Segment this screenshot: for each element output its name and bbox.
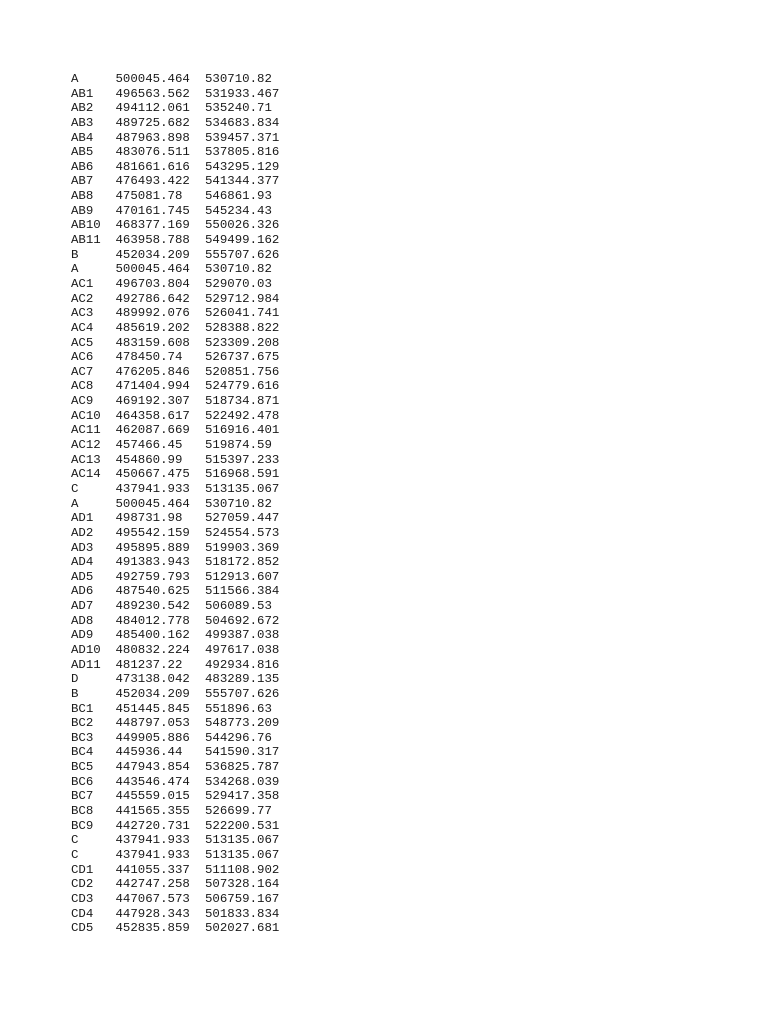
y-coordinate: 524779.616 (205, 379, 280, 394)
point-label: AB3 (71, 115, 94, 130)
y-coordinate: 529417.358 (205, 789, 280, 804)
point-label: CD1 (71, 862, 94, 877)
point-label: AB6 (71, 159, 94, 174)
y-coordinate: 520851.756 (205, 364, 280, 379)
table-row (71, 863, 295, 878)
table-row (71, 702, 295, 717)
y-coordinate: 518734.871 (205, 394, 280, 409)
table-row (71, 306, 295, 321)
table-row (71, 394, 295, 409)
y-coordinate: 536825.787 (205, 760, 280, 775)
y-coordinate: 550026.326 (205, 218, 280, 233)
x-coordinate: 443546.474 (115, 774, 190, 789)
point-label: B (71, 247, 79, 262)
table-row (71, 189, 295, 204)
y-coordinate: 537805.816 (205, 145, 280, 160)
point-label: BC5 (71, 760, 94, 775)
y-coordinate: 524554.573 (205, 525, 280, 540)
x-coordinate: 442747.258 (115, 877, 190, 892)
point-label: AC3 (71, 306, 94, 321)
table-row (71, 218, 295, 233)
table-row (71, 672, 295, 687)
table-row (71, 819, 295, 834)
table-row (71, 789, 295, 804)
y-coordinate: 499387.038 (205, 628, 280, 643)
table-row (71, 204, 295, 219)
x-coordinate: 473138.042 (115, 672, 190, 687)
point-label: BC9 (71, 818, 94, 833)
y-coordinate: 519874.59 (205, 438, 272, 453)
table-row (71, 233, 295, 248)
point-label: BC7 (71, 789, 94, 804)
x-coordinate: 468377.169 (115, 218, 190, 233)
point-label: AC5 (71, 335, 94, 350)
point-label: AB2 (71, 101, 94, 116)
point-label: AC12 (71, 438, 101, 453)
y-coordinate: 543295.129 (205, 159, 280, 174)
coordinate-table (71, 72, 295, 936)
x-coordinate: 462087.669 (115, 423, 190, 438)
point-label: AD5 (71, 569, 94, 584)
point-label: BC2 (71, 716, 94, 731)
table-row (71, 453, 295, 468)
table-row (71, 160, 295, 175)
table-row (71, 277, 295, 292)
table-row (71, 248, 295, 263)
y-coordinate: 534683.834 (205, 115, 280, 130)
x-coordinate: 441055.337 (115, 862, 190, 877)
x-coordinate: 489725.682 (115, 115, 190, 130)
x-coordinate: 452034.209 (115, 686, 190, 701)
point-label: AB10 (71, 218, 101, 233)
table-row (71, 614, 295, 629)
y-coordinate: 513135.067 (205, 847, 280, 862)
table-row (71, 745, 295, 760)
y-coordinate: 497617.038 (205, 642, 280, 657)
point-label: AC7 (71, 364, 94, 379)
y-coordinate: 504692.672 (205, 613, 280, 628)
table-row (71, 379, 295, 394)
point-label: D (71, 672, 79, 687)
x-coordinate: 492786.642 (115, 291, 190, 306)
y-coordinate: 527059.447 (205, 511, 280, 526)
point-label: CD5 (71, 921, 94, 936)
table-row (71, 833, 295, 848)
point-label: BC3 (71, 730, 94, 745)
table-row (71, 687, 295, 702)
table-row (71, 497, 295, 512)
table-row (71, 907, 295, 922)
x-coordinate: 481661.616 (115, 159, 190, 174)
x-coordinate: 437941.933 (115, 833, 190, 848)
x-coordinate: 448797.053 (115, 716, 190, 731)
point-label: AB4 (71, 130, 94, 145)
table-row (71, 628, 295, 643)
point-label: AD1 (71, 511, 94, 526)
y-coordinate: 530710.82 (205, 496, 272, 511)
x-coordinate: 489992.076 (115, 306, 190, 321)
y-coordinate: 511108.902 (205, 862, 280, 877)
point-label: CD3 (71, 891, 94, 906)
y-coordinate: 548773.209 (205, 716, 280, 731)
y-coordinate: 551896.63 (205, 701, 272, 716)
x-coordinate: 483076.511 (115, 145, 190, 160)
y-coordinate: 513135.067 (205, 481, 280, 496)
point-label: AD10 (71, 642, 101, 657)
table-row (71, 145, 295, 160)
x-coordinate: 478450.74 (115, 350, 183, 365)
point-label: AD11 (71, 657, 101, 672)
x-coordinate: 500045.464 (115, 262, 190, 277)
x-coordinate: 498731.98 (115, 511, 183, 526)
x-coordinate: 496703.804 (115, 276, 190, 291)
point-label: AC9 (71, 394, 94, 409)
point-label: A (71, 496, 79, 511)
x-coordinate: 492759.793 (115, 569, 190, 584)
point-label: AC10 (71, 408, 101, 423)
y-coordinate: 506089.53 (205, 599, 272, 614)
y-coordinate: 526737.675 (205, 350, 280, 365)
x-coordinate: 445559.015 (115, 789, 190, 804)
x-coordinate: 449905.886 (115, 730, 190, 745)
table-row (71, 731, 295, 746)
y-coordinate: 526041.741 (205, 306, 280, 321)
table-row (71, 848, 295, 863)
point-label: AC4 (71, 320, 94, 335)
x-coordinate: 476205.846 (115, 364, 190, 379)
point-label: AD4 (71, 555, 94, 570)
y-coordinate: 492934.816 (205, 657, 280, 672)
x-coordinate: 470161.745 (115, 203, 190, 218)
y-coordinate: 555707.626 (205, 247, 280, 262)
x-coordinate: 447928.343 (115, 906, 190, 921)
y-coordinate: 529070.03 (205, 276, 272, 291)
table-row (71, 775, 295, 790)
point-label: BC1 (71, 701, 94, 716)
y-coordinate: 516916.401 (205, 423, 280, 438)
y-coordinate: 546861.93 (205, 189, 272, 204)
point-label: A (71, 262, 79, 277)
x-coordinate: 491383.943 (115, 555, 190, 570)
point-label: C (71, 833, 79, 848)
y-coordinate: 555707.626 (205, 686, 280, 701)
point-label: C (71, 847, 79, 862)
y-coordinate: 545234.43 (205, 203, 272, 218)
x-coordinate: 471404.994 (115, 379, 190, 394)
y-coordinate: 539457.371 (205, 130, 280, 145)
point-label: CD4 (71, 906, 94, 921)
point-label: AB8 (71, 189, 94, 204)
table-row (71, 350, 295, 365)
table-row (71, 174, 295, 189)
point-label: AD3 (71, 540, 94, 555)
y-coordinate: 534268.039 (205, 774, 280, 789)
table-row (71, 599, 295, 614)
x-coordinate: 475081.78 (115, 189, 183, 204)
table-row (71, 482, 295, 497)
table-row (71, 423, 295, 438)
table-row (71, 892, 295, 907)
point-label: AC14 (71, 467, 101, 482)
point-label: BC6 (71, 774, 94, 789)
y-coordinate: 506759.167 (205, 891, 280, 906)
x-coordinate: 485619.202 (115, 320, 190, 335)
table-row (71, 101, 295, 116)
y-coordinate: 531933.467 (205, 86, 280, 101)
table-row (71, 804, 295, 819)
x-coordinate: 447943.854 (115, 760, 190, 775)
y-coordinate: 519903.369 (205, 540, 280, 555)
table-row (71, 116, 295, 131)
point-label: B (71, 686, 79, 701)
x-coordinate: 451445.845 (115, 701, 190, 716)
y-coordinate: 529712.984 (205, 291, 280, 306)
y-coordinate: 526699.77 (205, 804, 272, 819)
x-coordinate: 469192.307 (115, 394, 190, 409)
table-row (71, 131, 295, 146)
point-label: A (71, 72, 79, 86)
x-coordinate: 454860.99 (115, 452, 183, 467)
y-coordinate: 549499.162 (205, 233, 280, 248)
table-row (71, 511, 295, 526)
table-row (71, 72, 295, 87)
x-coordinate: 494112.061 (115, 101, 190, 116)
point-label: AC6 (71, 350, 94, 365)
table-row (71, 570, 295, 585)
x-coordinate: 496563.562 (115, 86, 190, 101)
y-coordinate: 513135.067 (205, 833, 280, 848)
table-row (71, 321, 295, 336)
y-coordinate: 515397.233 (205, 452, 280, 467)
y-coordinate: 530710.82 (205, 72, 272, 86)
x-coordinate: 483159.608 (115, 335, 190, 350)
x-coordinate: 437941.933 (115, 481, 190, 496)
point-label: AB7 (71, 174, 94, 189)
x-coordinate: 500045.464 (115, 496, 190, 511)
y-coordinate: 535240.71 (205, 101, 272, 116)
table-row (71, 336, 295, 351)
table-row (71, 643, 295, 658)
y-coordinate: 518172.852 (205, 555, 280, 570)
x-coordinate: 489230.542 (115, 599, 190, 614)
x-coordinate: 442720.731 (115, 818, 190, 833)
table-row (71, 438, 295, 453)
x-coordinate: 500045.464 (115, 72, 190, 86)
table-row (71, 526, 295, 541)
point-label: AD8 (71, 613, 94, 628)
y-coordinate: 516968.591 (205, 467, 280, 482)
point-label: CD2 (71, 877, 94, 892)
x-coordinate: 464358.617 (115, 408, 190, 423)
x-coordinate: 450667.475 (115, 467, 190, 482)
table-row (71, 760, 295, 775)
y-coordinate: 544296.76 (205, 730, 272, 745)
x-coordinate: 452835.859 (115, 921, 190, 936)
table-row (71, 877, 295, 892)
table-row (71, 87, 295, 102)
point-label: AD9 (71, 628, 94, 643)
y-coordinate: 530710.82 (205, 262, 272, 277)
point-label: C (71, 481, 79, 496)
table-row (71, 716, 295, 731)
x-coordinate: 476493.422 (115, 174, 190, 189)
table-row (71, 584, 295, 599)
point-label: AD2 (71, 525, 94, 540)
point-label: AC1 (71, 276, 94, 291)
y-coordinate: 522200.531 (205, 818, 280, 833)
y-coordinate: 511566.384 (205, 584, 280, 599)
x-coordinate: 495895.889 (115, 540, 190, 555)
y-coordinate: 541590.317 (205, 745, 280, 760)
table-row (71, 921, 295, 936)
y-coordinate: 507328.164 (205, 877, 280, 892)
table-row (71, 467, 295, 482)
point-label: AC8 (71, 379, 94, 394)
point-label: AC13 (71, 452, 101, 467)
table-row (71, 365, 295, 380)
y-coordinate: 522492.478 (205, 408, 280, 423)
point-label: BC4 (71, 745, 94, 760)
point-label: AB5 (71, 145, 94, 160)
x-coordinate: 485400.162 (115, 628, 190, 643)
point-label: AB9 (71, 203, 94, 218)
point-label: AC11 (71, 423, 101, 438)
table-row (71, 541, 295, 556)
y-coordinate: 502027.681 (205, 921, 280, 936)
point-label: AD7 (71, 599, 94, 614)
table-row (71, 292, 295, 307)
y-coordinate: 501833.834 (205, 906, 280, 921)
x-coordinate: 495542.159 (115, 525, 190, 540)
x-coordinate: 480832.224 (115, 642, 190, 657)
table-row (71, 262, 295, 277)
x-coordinate: 487540.625 (115, 584, 190, 599)
y-coordinate: 541344.377 (205, 174, 280, 189)
x-coordinate: 457466.45 (115, 438, 183, 453)
x-coordinate: 481237.22 (115, 657, 183, 672)
y-coordinate: 528388.822 (205, 320, 280, 335)
x-coordinate: 484012.778 (115, 613, 190, 628)
y-coordinate: 512913.607 (205, 569, 280, 584)
x-coordinate: 487963.898 (115, 130, 190, 145)
table-row (71, 658, 295, 673)
x-coordinate: 445936.44 (115, 745, 183, 760)
point-label: BC8 (71, 804, 94, 819)
point-label: AB1 (71, 86, 94, 101)
point-label: AB11 (71, 233, 101, 248)
x-coordinate: 452034.209 (115, 247, 190, 262)
table-row (71, 555, 295, 570)
x-coordinate: 447067.573 (115, 891, 190, 906)
x-coordinate: 437941.933 (115, 847, 190, 862)
point-label: AD6 (71, 584, 94, 599)
y-coordinate: 483289.135 (205, 672, 280, 687)
y-coordinate: 523309.208 (205, 335, 280, 350)
table-row (71, 409, 295, 424)
x-coordinate: 441565.355 (115, 804, 190, 819)
x-coordinate: 463958.788 (115, 233, 190, 248)
point-label: AC2 (71, 291, 94, 306)
